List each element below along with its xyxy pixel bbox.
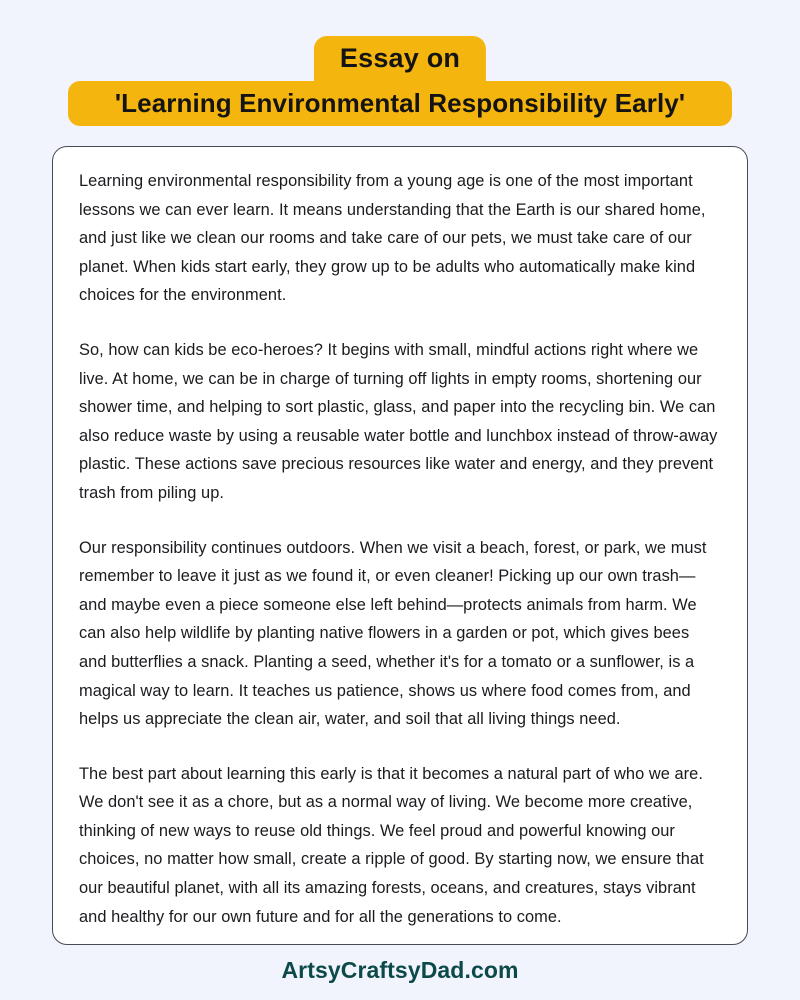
essay-body bbox=[79, 167, 721, 931]
essay-card bbox=[52, 146, 748, 945]
essay-title: 'Learning Environmental Responsibility Early' bbox=[114, 88, 686, 118]
essay-paragraph: So, how can kids be eco-heroes? It begins with small, mindful actions right where we live. At home, we can be in charge of turning off lights in empty rooms, shortening our shower time, and helping to sort plastic, glass, and paper into the recycling bin. We can also reduce waste by using a reusable water bottle and lunchbox instead of throw-away plastic. These actions save precious resources like water and energy, and they prevent trash from piling up. bbox=[79, 340, 718, 502]
essay-paragraph: Our responsibility continues outdoors. When we visit a beach, forest, or park, we must remember to leave it just as we found it, or even cleaner! Picking up our own trash—and maybe even a piece someone else left behind—protects animals from harm. We can also help wildlife by planting native flowers in a garden or pot, which gives bees and butterflies a snack. Planting a seed, whether it's for a tomato or a sunflower, is a magical way to learn. It teaches us patience, shows us where food comes from, and helps us appreciate the clean air, water, and soil that all living things need. bbox=[79, 538, 707, 729]
essay-paragraph: Learning environmental responsibility from a young age is one of the most important lessons we can ever learn. It means understanding that the Earth is our shared home, and just like we clean our rooms and take care of our pets, we must take care of our planet. When kids start early, they grow up to be adults who automatically make kind choices for the environment. bbox=[79, 172, 706, 305]
essay-paragraph: The best part about learning this early is that it becomes a natural part of who we are. We don't see it as a chore, but as a normal way of living. We become more creative, thinking of new ways to reuse old things. We feel proud and powerful knowing our choices, no matter how small, create a ripple of good. By starting now, we ensure that our beautiful planet, with all its amazing forests, oceans, and creatures, stays vibrant and healthy for our own future and for all the generations to come. bbox=[79, 764, 704, 926]
essay-header-badge bbox=[0, 36, 800, 128]
essay-eyebrow-label: Essay on bbox=[314, 36, 486, 83]
site-brand-footer: ArtsyCraftsyDad.com bbox=[281, 957, 519, 983]
